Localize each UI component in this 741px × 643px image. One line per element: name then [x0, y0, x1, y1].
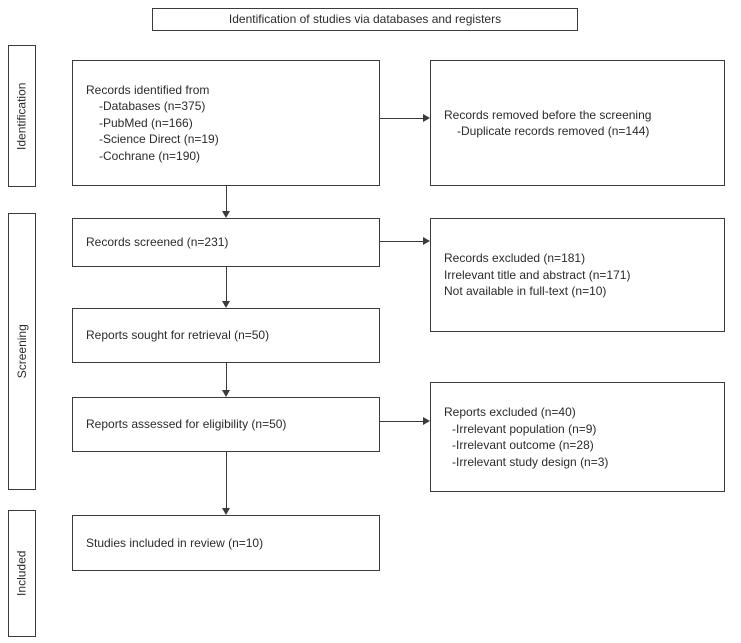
arrow-line [226, 363, 227, 390]
arrow-head [423, 237, 430, 245]
stage-label-included-text: Included [14, 550, 29, 597]
list-item: -Duplicate records removed (n=144) [457, 124, 650, 138]
list-item: -Irrelevant study design (n=3) [452, 454, 609, 469]
arrow-head [423, 417, 430, 425]
list-item: -PubMed (n=166) [99, 115, 193, 130]
arrow-line [226, 267, 227, 301]
box-heading: Reports assessed for eligibility (n=50) [86, 417, 287, 432]
box-records-removed [430, 60, 725, 186]
list-item: -Irrelevant population (n=9) [452, 421, 597, 436]
arrow-head [222, 390, 230, 397]
arrow-head [222, 508, 230, 515]
box-heading: Reports sought for retrieval (n=50) [86, 328, 270, 343]
box-reports-excluded [430, 382, 725, 492]
stage-label-included [8, 510, 36, 637]
arrow-head [222, 211, 230, 218]
stage-label-identification-text: Identification [14, 82, 29, 150]
list-item: -Cochrane (n=190) [99, 148, 201, 163]
list-item: -Databases (n=375) [99, 99, 206, 114]
stage-label-screening [8, 213, 36, 490]
arrow-line [380, 118, 423, 119]
arrow-head [222, 301, 230, 308]
arrow-head [423, 114, 430, 122]
box-heading: Reports excluded (n=40) [444, 405, 576, 419]
box-records-identified [72, 60, 380, 186]
stage-label-screening-text: Screening [14, 324, 29, 379]
arrow-line [380, 241, 423, 242]
box-heading: Records identified from [86, 82, 210, 97]
box-heading: Records removed before the screening [444, 107, 652, 122]
box-records-screened [72, 218, 380, 267]
box-reports-sought [72, 308, 380, 363]
list-item: Not available in full-text (n=10) [444, 284, 607, 299]
stage-label-identification [8, 45, 36, 187]
box-reports-assessed [72, 397, 380, 452]
box-records-excluded [430, 218, 725, 332]
arrow-line [226, 452, 227, 508]
box-heading: Records excluded (n=181) [444, 251, 586, 266]
box-studies-included [72, 515, 380, 571]
list-item: Irrelevant title and abstract (n=171) [444, 267, 631, 282]
diagram-title-box [152, 8, 578, 31]
diagram-title: Identification of studies via databases and registers [228, 12, 502, 27]
box-heading: Records screened (n=231) [86, 235, 229, 250]
box-heading: Studies included in review (n=10) [86, 535, 264, 550]
list-item: -Irrelevant outcome (n=28) [452, 438, 594, 452]
arrow-line [226, 186, 227, 211]
list-item: -Science Direct (n=19) [99, 132, 219, 147]
arrow-line [380, 421, 423, 422]
